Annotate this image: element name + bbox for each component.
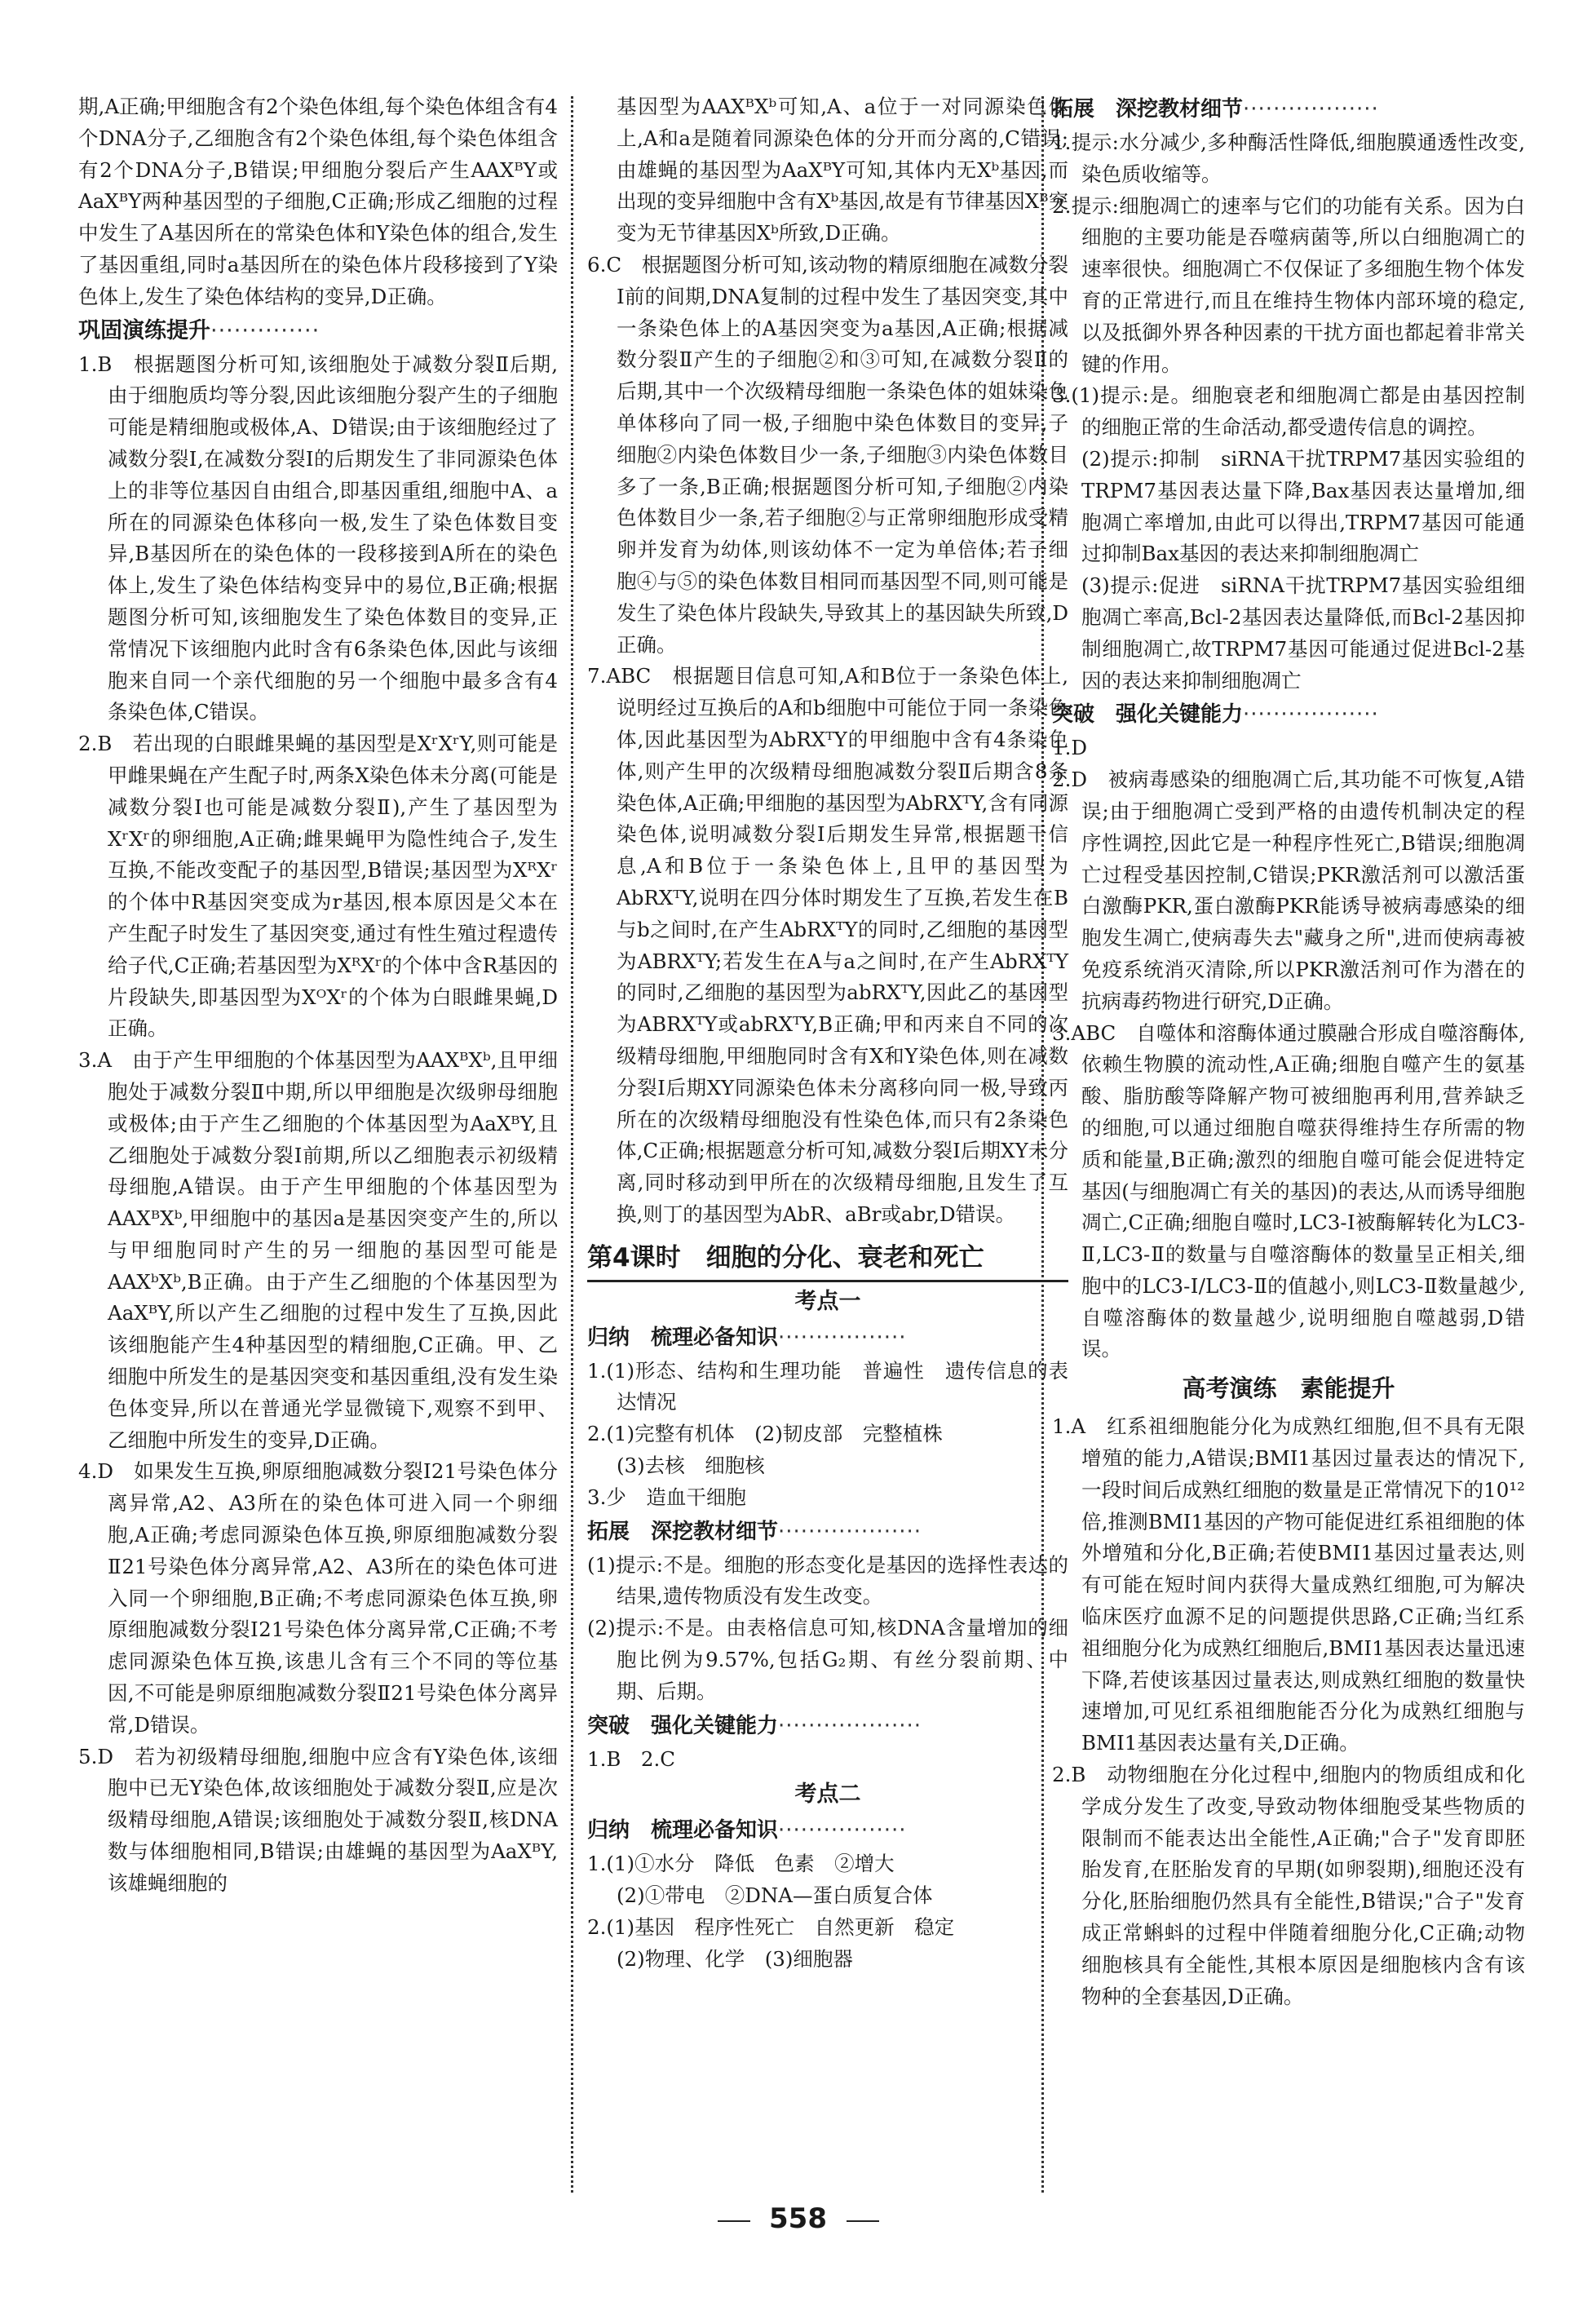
section-heading (587, 1710, 1068, 1742)
dot-leader: ················· (778, 1325, 907, 1350)
answer-item: 1.提示:水分减少,多种酶活性降低,细胞膜通透性改变,染色质收缩等。 (1052, 131, 1525, 186)
dot-leader: ·················· (1243, 97, 1379, 122)
answer-item: 3.A 由于产生甲细胞的个体基因型为AAXᴮXᵇ,且甲细胞处于减数分裂Ⅱ中期,所以甲细胞是次级卵母细胞或极体;由于产生乙细胞的个体基因型为AaXᴮY,且乙细胞处于减数分裂Ⅰ前期,所以乙细胞表示初级精母细胞,A错误。由于产生甲细胞的个体基因型为AAXᴮXᵇ,甲细胞中的基因a是基因突变产生的,所以与甲细胞同时产生的另一细胞的基因型可能是AAXᵇXᵇ,B正确。由于产生乙细胞的个体基因型为AaXᴮY,所以产生乙细胞的过程中发生了互换,因此该细胞能产生4种基因型的精细胞,C正确。甲、乙细胞中所发生的是基因突变和基因重组,没有发生染色体变异,所以在普通光学显微镜下,观察不到甲、乙细胞中所发生的变异,D正确。 (78, 1048, 558, 1452)
key-point-title: 考点二 (794, 1781, 861, 1808)
dot-leader: ··················· (778, 1713, 922, 1738)
section-heading (587, 1814, 1068, 1847)
answer-paragraph: 期,A正确;甲细胞含有2个染色体组,每个染色体组含有4个DNA分子,乙细胞含有2个染色体组,每个染色体组含有2个DNA分子,B错误;甲细胞分裂后产生AAXᴮY或AaXᴮY两种基因型的子细胞,C正确;形成乙细胞的过程中发生了A基因所在的常染色体和Y染色体的组合,发生了基因重组,同时a基因所在的染色体片段移接到了Y染色体上,发生了染色体结构的变异,D正确。 (78, 95, 558, 308)
section-heading-text: 拓展 深挖教材细节 (1052, 97, 1244, 122)
answer-item: 2.(1)基因 程序性死亡 自然更新 稳定 (587, 1915, 955, 1940)
answer-item: 2.D 被病毒感染的细胞凋亡后,其功能不可恢复,A错误;由于细胞凋亡受到严格的由遗传机制决定的程序性调控,因此它是一种程序性死亡,B错误;细胞凋亡过程受基因控制,C错误;PKR激活剂可以激活蛋白激酶PKR,蛋白激酶PKR能诱导被病毒感染的细胞发生凋亡,使病毒失去"藏身之所",进而使病毒被免疫系统消灭清除,所以PKR激活剂可作为潜在的抗病毒药物进行研究,D正确。 (1052, 768, 1525, 1013)
section-heading-text: 巩固演练提升 (78, 317, 210, 343)
answer-item: 5.D 若为初级精母细胞,细胞中应含有Y染色体,该细胞中已无Y染色体,故该细胞处于减数分裂Ⅱ,应是次级精母细胞,A错误;该细胞处于减数分裂Ⅱ,核DNA数与体细胞相同,B错误;由雄蝇的基因型为AaXᴮY,该雄蝇细胞的 (78, 1744, 558, 1895)
answer-item: (2)物理、化学 (3)细胞器 (617, 1946, 853, 1971)
section-heading-text: 归纳 梳理必备知识 (587, 1325, 779, 1350)
answer-item: 7.ABC 根据题目信息可知,A和B位于一条染色体上,说明经过互换后的A和b细胞中可能位于同一条染色体,因此基因型为AbRXᵀY的甲细胞中含有4条染色体,则产生甲的次级精母细胞减数分裂Ⅱ后期含8条染色体,A正确;甲细胞的基因型为AbRXᵀY,含有同源染色体,说明减数分裂Ⅰ后期发生异常,根据题干信息,A和B位于一条染色体上,且甲的基因型为AbRXᵀY,说明在四分体时期发生了互换,若发生在B与b之间时,在产生AbRXᵀY的同时,乙细胞的基因型为ABRXᵀY;若发生在A与a之间时,在产生AbRXᵀY的同时,乙细胞的基因型为abRXᵀY,因此乙的基因型为ABRXᵀY或abRXᵀY,B正确;甲和丙来自不同的次级精母细胞,甲细胞同时含有X和Y染色体,则在减数分裂Ⅰ后期XY同源染色体未分离移向同一极,导致丙所在的次级精母细胞没有性染色体,而只有2条染色体,C正确;根据题意分析可知,减数分裂Ⅰ后期XY未分离,同时移动到甲所在的次级精母细胞,且发生了互换,则丁的基因型为AbR、aBr或abr,D错误。 (587, 664, 1068, 1226)
answer-item: 2.(1)完整有机体 (2)韧皮部 完整植株 (587, 1422, 943, 1446)
section-heading (1052, 698, 1525, 731)
answer-item: 2.提示:细胞凋亡的速率与它们的功能有关系。因为白细胞的主要功能是吞噬病菌等,所以白细胞凋亡的速率很快。细胞凋亡不仅保证了多细胞生物个体发育的正常进行,而且在维持生物体内部环境的稳定,以及抵御外界各种因素的干扰方面也都起着非常关键的作用。 (1052, 193, 1525, 376)
exam-practice-title: 高考演练 素能提升 (1182, 1374, 1395, 1403)
page-number: 558 (769, 2202, 827, 2235)
answer-item: 2.B 动物细胞在分化过程中,细胞内的物质组成和化学成分发生了改变,导致动物体细胞受某些物质的限制而不能表达出全能性,A正确;"合子"发育即胚胎发育,在胚胎发育的早期(如卵裂期),细胞还没有分化,胚胎细胞仍然具有全能性,B错误;"合子"发育成正常蝌蚪的过程中伴随着细胞分化,C正确;动物细胞核具有全能性,其根本原因是细胞核内含有该物种的全套基因,D正确。 (1052, 1763, 1525, 2008)
answer-item: 3.ABC 自噬体和溶酶体通过膜融合形成自噬溶酶体,依赖生物膜的流动性,A正确;细胞自噬产生的氨基酸、脂肪酸等降解产物可被细胞再利用,营养缺乏的细胞,可以通过细胞自噬获得维持生存所需的物质和能量,B正确;激烈的细胞自噬可能会促进特定基因(与细胞凋亡有关的基因)的表达,从而诱导细胞凋亡,C正确;细胞自噬时,LC3-Ⅰ被酶解转化为LC3-Ⅱ,LC3-Ⅱ的数量与自噬溶酶体的数量呈正相关,细胞中的LC3-Ⅰ/LC3-Ⅱ的值越小,则LC3-Ⅱ数量越少,自噬溶酶体的数量越少,说明细胞自噬越弱,D错误。 (1052, 1020, 1525, 1361)
column-left (78, 91, 558, 1900)
section-heading (1052, 93, 1525, 126)
answer-item: 3.少 造血干细胞 (587, 1485, 746, 1509)
section-heading (587, 1516, 1068, 1548)
section-heading-text: 突破 强化关键能力 (1052, 702, 1244, 728)
answer-item: (2)提示:抑制 siRNA干扰TRPM7基因实验组的TRPM7基因表达量下降,Bax基因表达量增加,细胞凋亡率增加,由此可以得出,TRPM7基因可能通过抑制Bax基因的表达来抑制细胞凋亡 (1081, 446, 1525, 566)
answer-item: (3)去核 细胞核 (617, 1454, 765, 1478)
answer-item: 1.(1)形态、结构和生理功能 普遍性 遗传信息的表达情况 (587, 1358, 1068, 1414)
lesson-title: 第4课时 细胞的分化、衰老和死亡 (587, 1239, 1068, 1282)
key-point-title: 考点一 (794, 1288, 861, 1314)
dot-leader: ················· (778, 1818, 907, 1843)
section-heading (587, 1321, 1068, 1354)
answer-item: 基因型为AAXᴮXᵇ可知,A、a位于一对同源染色体上,A和a是随着同源染色体的分开而分离的,C错误;由雄蝇的基因型为AaXᴮY可知,其体内无Xᵇ基因,而出现的变异细胞中含有Xᵇ基因,故是有节律基因Xᴮ突变为无节律基因Xᵇ所致,D正确。 (617, 95, 1068, 246)
answer-item: (2)提示:不是。由表格信息可知,核DNA含量增加的细胞比例为9.57%,包括G₂期、有丝分裂前期、中期、后期。 (587, 1616, 1068, 1703)
dot-leader: ·················· (1243, 702, 1379, 728)
dot-leader: ··················· (778, 1519, 922, 1544)
answer-item: 1.B 根据题图分析可知,该细胞处于减数分裂Ⅱ后期,由于细胞质均等分裂,因此该细胞分裂产生的子细胞可能是精细胞或极体,A、D错误;由于该细胞经过了减数分裂Ⅰ,在减数分裂Ⅰ的后期发生了非同源染色体上的非等位基因自由组合,即基因重组,细胞中A、a所在的同源染色体移向一极,发生了染色体数目变异,B基因所在的染色体的一段移接到A所在的染色体上,发生了染色体结构变异中的易位,B正确;根据题图分析可知,该细胞发生了染色体数目的变异,正常情况下该细胞内此时含有6条染色体,因此与该细胞来自同一个亲代细胞的另一个细胞中最多含有4条染色体,C错误。 (78, 352, 558, 724)
answer-item: (2)①带电 ②DNA—蛋白质复合体 (617, 1883, 933, 1908)
page-number-rule (847, 2220, 879, 2222)
answer-item: 1.A 红系祖细胞能分化为成熟红细胞,但不具有无限增殖的能力,A错误;BMI1基因过量表达的情况下,一段时间后成熟红细胞的数量是正常情况下的10¹²倍,推测BMI1基因的产物可能促进红系祖细胞的体外增殖和分化,B正确;若使BMI1基因过量表达,则有可能在短时间内获得大量成熟红细胞,可为解决临床医疗血源不足的问题提供思路,C正确;当红系祖细胞分化为成熟红细胞后,BMI1基因表达量迅速下降,若使该基因过量表达,则成熟红细胞的数量快速增加,可见红系祖细胞能否分化为成熟红细胞与BMI1基因表达量有关,D正确。 (1052, 1414, 1525, 1755)
column-divider (571, 96, 573, 2193)
dot-leader: ·············· (210, 317, 321, 343)
answer-item: 6.C 根据题图分析可知,该动物的精原细胞在减数分裂Ⅰ前的间期,DNA复制的过程中发生了基因突变,其中一条染色体上的A基因突变为a基因,A正确;根据减数分裂Ⅱ产生的子细胞②和③可知,在减数分裂Ⅱ的后期,其中一个次级精母细胞一条染色体的姐妹染色单体移向了同一极,子细胞中染色体数目的变异,子细胞②内染色体数目少一条,子细胞③内染色体数目多了一条,B正确;根据题图分析可知,子细胞②内染色体数目少一条,若子细胞②与正常卵细胞形成受精卵并发育为幼体,则该幼体不一定为单倍体;若子细胞④与⑤的染色体数目相同而基因型不同,则可能是发生了染色体片段缺失,导致其上的基因缺失所致,D正确。 (587, 252, 1068, 657)
section-heading (78, 315, 558, 347)
column-middle (587, 91, 1068, 1976)
answer-item: 4.D 如果发生互换,卵原细胞减数分裂Ⅰ21号染色体分离异常,A2、A3所在的染色体可进入同一个卵细胞,A正确;考虑同源染色体互换,卵原细胞减数分裂Ⅱ21号染色体分离异常,A2、A3所在的染色体可进入同一个卵细胞,B正确;不考虑同源染色体互换,卵原细胞减数分裂Ⅰ21号染色体分离异常,C正确;不考虑同源染色体互换,该患儿含有三个不同的等位基因,不可能是卵原细胞减数分裂Ⅱ21号染色体分离异常,D错误。 (78, 1459, 558, 1737)
column-right (1052, 91, 1525, 2012)
answer-item: (1)提示:不是。细胞的形态变化是基因的选择性表达的结果,遗传物质没有发生改变。 (587, 1552, 1068, 1609)
answer-item: 2.B 若出现的白眼雌果蝇的基因型是XʳXʳY,则可能是甲雌果蝇在产生配子时,两条X染色体未分离(可能是减数分裂Ⅰ也可能是减数分裂Ⅱ),产生了基因型为XʳXʳ的卵细胞,A正确;雌果蝇甲为隐性纯合子,发生互换,不能改变配子的基因型,B错误;基因型为XᴿXʳ的个体中R基因突变成为r基因,根本原因是父本在产生配子时发生了基因突变,通过有性生殖过程遗传给子代,C正确;若基因型为XᴿXʳ的个体中含R基因的片段缺失,即基因型为XᴼXʳ的个体为白眼雌果蝇,D正确。 (78, 732, 558, 1041)
answer-item: (3)提示:促进 siRNA干扰TRPM7基因实验组细胞凋亡率高,Bcl-2基因表达量降低,而Bcl-2基因抑制细胞凋亡,故TRPM7基因可能通过促进Bcl-2基因的表达来抑制细胞凋亡 (1081, 573, 1525, 693)
section-heading-text: 拓展 深挖教材细节 (587, 1519, 779, 1544)
section-heading-text: 突破 强化关键能力 (587, 1713, 779, 1738)
answer-item: 1.B 2.C (587, 1746, 676, 1771)
answer-item: 1.(1)①水分 降低 色素 ②增大 (587, 1852, 895, 1876)
answer-item: 1.D (1052, 736, 1088, 760)
section-heading-text: 归纳 梳理必备知识 (587, 1818, 779, 1843)
answer-item: 3.(1)提示:是。细胞衰老和细胞凋亡都是由基因控制的细胞正常的生命活动,都受遗传信息的调控。 (1052, 383, 1525, 440)
